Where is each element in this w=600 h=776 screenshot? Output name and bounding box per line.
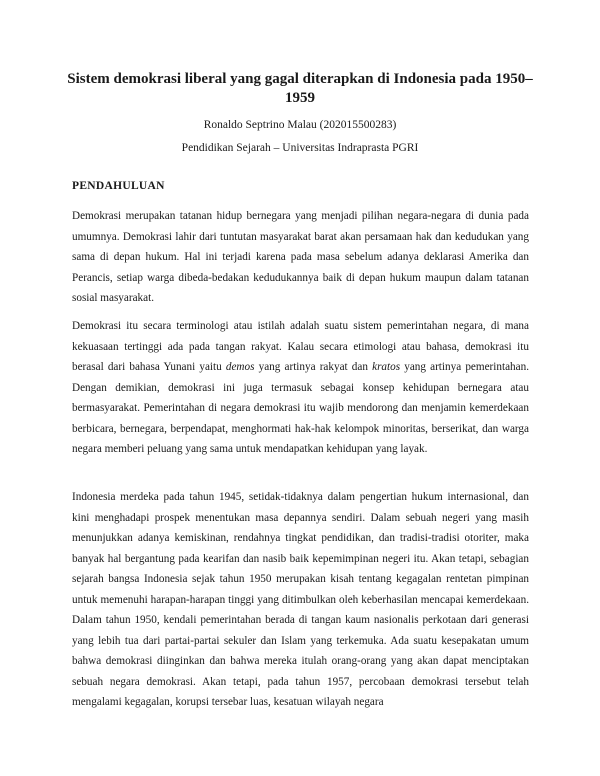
term-demos: demos: [225, 361, 255, 373]
paragraph-3: Indonesia merdeka pada tahun 1945, setidak-tidaknya dalam pengertian hukum internasional, dan kini menghadapi prospek menentukan masa depannya sendiri. Dalam sebuah negeri yang masih menunjukkan adanya kemiskinan, rendahnya tingkat pendidikan, dan tradisi-tradisi otoriter, maka banyak hal bergantung pada kearifan dan nasib baik kepemimpinan negeri itu. Akan tetapi, sebagian sejarah bangsa Indonesia sejak tahun 1950 merupakan kisah tentang kegagalan rentetan pimpinan untuk memenuhi harapan-harapan tinggi yang ditimbulkan oleh keberhasilan mencapai kemerdekaan. Dalam tahun 1950, kendali pemerintahan berada di tangan kaum nasionalis perkotaan dari generasi yang lebih tua dari partai-partai sekuler dan Islam yang terkemuka. Ada suatu kesepakatan umum bahwa demokrasi diinginkan dan bahwa mereka itulah orang-orang yang akan dapat menciptakan sebuah negara demokrasi. Akan tetapi, pada tahun 1957, percobaan demokrasi tersebut telah mengalami kegagalan, korupsi tersebar luas, kesatuan wilayah negara: [72, 491, 529, 708]
paragraph-2-text-b: yang artinya rakyat dan: [254, 361, 373, 373]
paragraph-1: Demokrasi merupakan tatanan hidup bernegara yang menjadi pilihan negara-negara di dunia pada umumnya. Demokrasi lahir dari tuntutan masyarakat barat akan persamaan hak dan kedudukan yang sama di depan hukum. Hal ini terjadi karena pada masa sebelum adanya deklarasi Amerika dan Perancis, setiap warga dibeda-bedakan kedudukannya baik di depan hukum maupun dalam tatanan sosial masyarakat.: [72, 210, 529, 304]
author-line: Ronaldo Septrino Malau (202015500283): [203, 119, 397, 131]
paragraph-2-text-a: Demokrasi itu secara terminologi atau istilah adalah suatu sistem pemerintahan negara, di mana kekuasaan tertinggi ada pada tangan rakyat. Kalau secara etimologi atau bahasa, demokrasi itu berasal dari bahasa Yunani yaitu: [72, 320, 529, 373]
paper-title: Sistem demokrasi liberal yang gagal diterapkan di Indonesia pada 1950–1959: [67, 71, 533, 106]
paragraph-2-text-c: yang artinya pemerintahan. Dengan demikian, demokrasi ini juga termasuk sebagai konsep kehidupan bernegara atau bermasyarakat. Pemerintahan di negara demokrasi itu wajib mendorong dan menjamin kemerdekaan berbicara, bernegara, berpendapat, menghormati hak-hak kelompok minoritas, berserikat, dan warga negara memberi peluang yang sama untuk mendapatkan kehidupan yang layak.: [72, 361, 529, 455]
section-heading: PENDAHULUAN: [72, 180, 165, 192]
affiliation-line: Pendidikan Sejarah – Universitas Indraprasta PGRI: [181, 142, 419, 154]
term-kratos: kratos: [372, 361, 401, 373]
paragraph-2: [72, 316, 529, 460]
